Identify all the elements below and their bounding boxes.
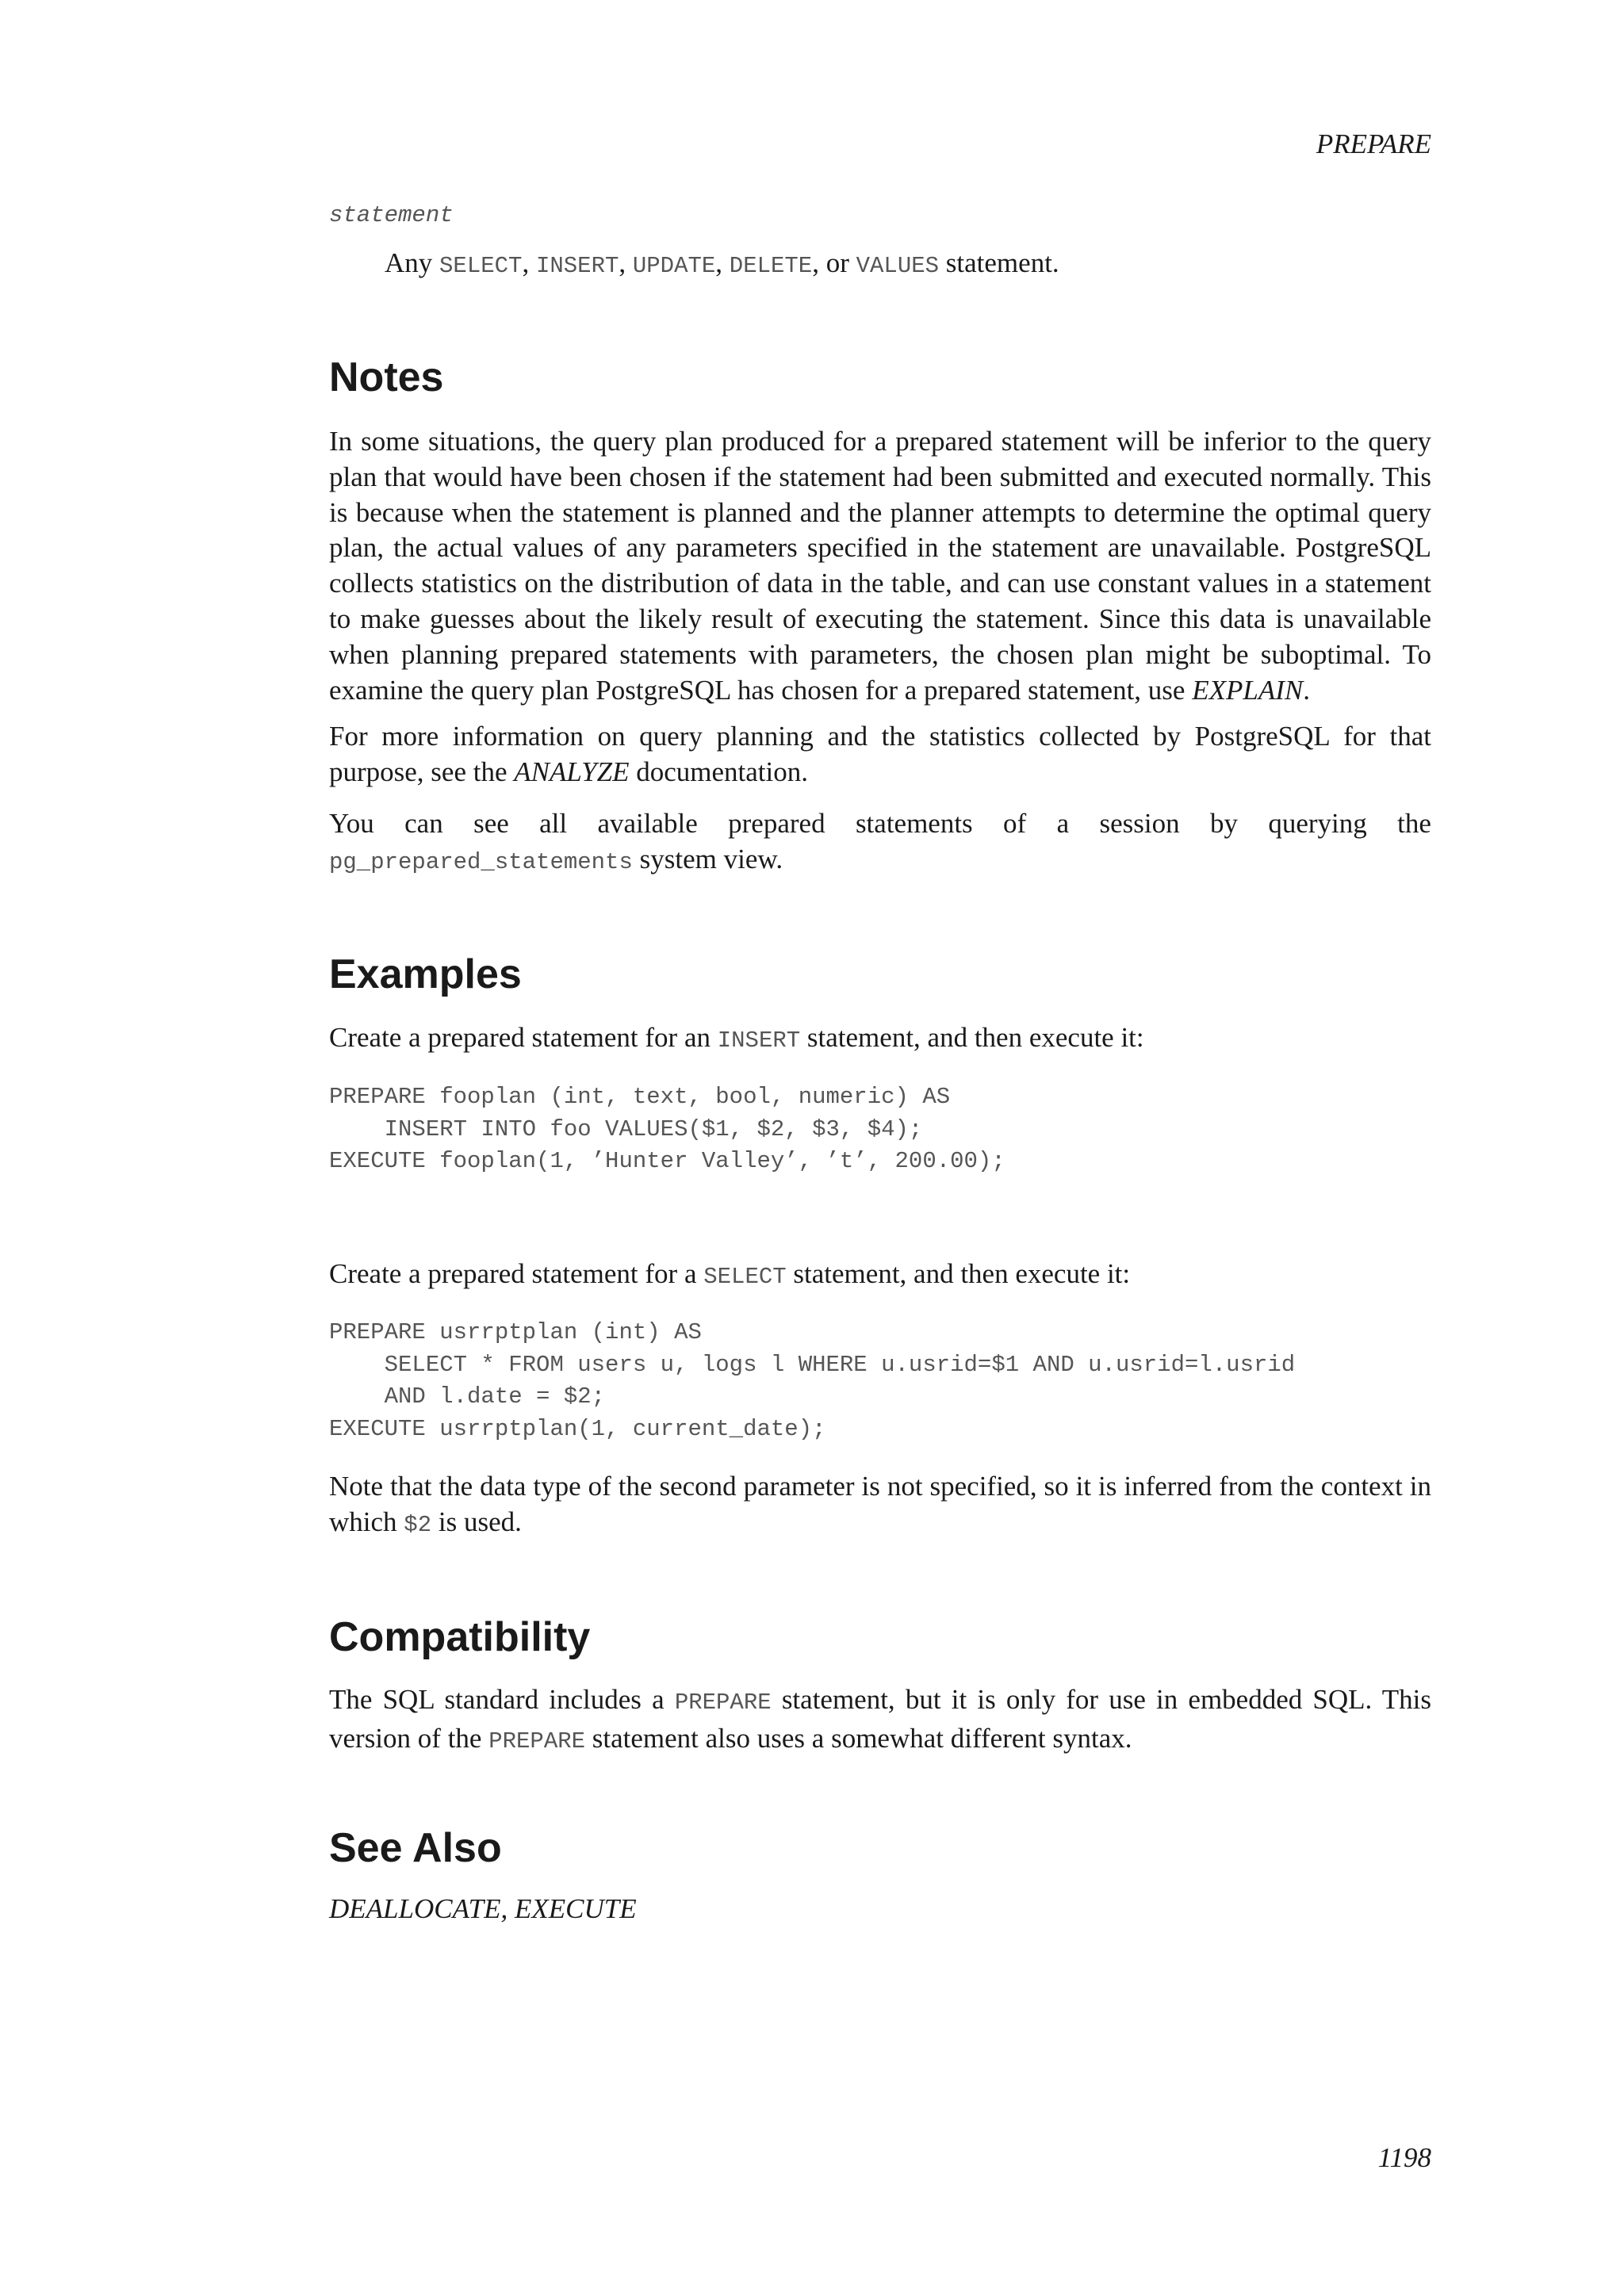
- keyword-prepare: PREPARE: [674, 1689, 772, 1716]
- keyword-select: SELECT: [439, 253, 523, 279]
- document-page: [329, 0, 1431, 2296]
- notes-p2-end: documentation.: [636, 756, 808, 787]
- notes-p1-text: In some situations, the query plan produced for a prepared statement will be inferior to the query plan that would have been chosen if the statement had been submitted and executed normally. This is because when the statement is planned and the planner attempts to determine the optimal query plan, the actual values of any parameters specified in the statement are unavailable. PostgreSQL collects statistics on the distribution of data in the table, and can use constant values in a statement to make guesses about the likely result of executing the statement. Since this data is unavailable when planning prepared statements with parameters, the chosen plan might be suboptimal. To examine the query plan PostgreSQL has chosen for a prepared statement, use: [329, 426, 1431, 706]
- compat-post: statement also uses a somewhat different syntax.: [592, 1722, 1132, 1754]
- keyword-update: UPDATE: [632, 253, 716, 279]
- note-pre: Note that the data type of the second parameter is not specified, so it is inferred from the context in which: [329, 1471, 1431, 1537]
- desc-tail: statement.: [945, 247, 1059, 278]
- code-example-2: PREPARE usrrptplan (int) AS SELECT * FROM users u, logs l WHERE u.usrid=$1 AND u.usrid=l.usrid AND l.date = $2; EXECUTE usrrptplan(1, current_date);: [329, 1319, 1296, 1442]
- note-post: is used.: [438, 1506, 522, 1537]
- notes-p3-word: prepared: [728, 808, 825, 839]
- deallocate-link[interactable]: DEALLOCATE: [329, 1893, 501, 1924]
- separator: ,: [500, 1893, 508, 1924]
- separator: ,: [715, 247, 723, 278]
- intro1-pre: Create a prepared statement for an: [329, 1022, 710, 1053]
- notes-heading: Notes: [329, 354, 444, 400]
- page-number: 1198: [1377, 2142, 1431, 2173]
- notes-p3-word: all: [539, 808, 568, 839]
- examples-intro-2: [329, 1257, 1431, 1295]
- execute-link[interactable]: EXECUTE: [515, 1893, 637, 1924]
- separator: ,: [522, 247, 530, 278]
- parameter-term: statement: [329, 202, 454, 228]
- notes-p3-word: session: [1099, 808, 1180, 839]
- period: .: [1303, 674, 1310, 706]
- keyword-select: SELECT: [703, 1264, 787, 1290]
- notes-p3-word: available: [597, 808, 698, 839]
- notes-p3-line-1: [329, 806, 1431, 842]
- intro1-post: statement, and then execute it:: [806, 1022, 1144, 1053]
- notes-p3-line-2: [329, 842, 1431, 881]
- code-example-1: PREPARE fooplan (int, text, bool, numeric) AS INSERT INTO foo VALUES($1, $2, $3, $4); EXECUTE fooplan(1, ’Hunter Valley’, ’t’, 200.00);: [329, 1084, 1005, 1174]
- compat-pre: The SQL standard includes a: [329, 1684, 665, 1715]
- notes-p3-word: a: [1056, 808, 1070, 839]
- keyword-insert: INSERT: [535, 253, 619, 279]
- param-2-code: $2: [404, 1511, 432, 1538]
- notes-paragraph-2: [329, 719, 1431, 790]
- explain-link[interactable]: EXPLAIN: [1192, 674, 1304, 706]
- notes-p3-word: statements: [855, 808, 973, 839]
- desc-any: Any: [385, 247, 433, 278]
- compatibility-heading: Compatibility: [329, 1614, 591, 1660]
- examples-intro-1: [329, 1020, 1431, 1059]
- compatibility-paragraph: [329, 1682, 1431, 1760]
- notes-p3-word: querying: [1268, 808, 1367, 839]
- intro2-pre: Create a prepared statement for a: [329, 1258, 697, 1289]
- notes-paragraph-1: [329, 424, 1431, 708]
- keyword-values: VALUES: [856, 253, 940, 279]
- keyword-prepare: PREPARE: [488, 1728, 586, 1755]
- intro2-post: statement, and then execute it:: [793, 1258, 1131, 1289]
- see-also-heading: See Also: [329, 1825, 502, 1871]
- separator: ,: [619, 247, 626, 278]
- parameter-description: [385, 246, 1059, 284]
- examples-heading: Examples: [329, 951, 522, 997]
- see-also-links: [329, 1892, 637, 1927]
- keyword-insert: INSERT: [717, 1027, 801, 1054]
- notes-p3-word: by: [1209, 808, 1238, 839]
- examples-note: [329, 1469, 1431, 1544]
- analyze-link[interactable]: ANALYZE: [514, 756, 630, 787]
- notes-p3-word: see: [473, 808, 509, 839]
- separator: , or: [812, 247, 849, 278]
- notes-p2-text: For more information on query planning and the statistics collected by PostgreSQL for that purpose, see the: [329, 721, 1431, 787]
- notes-p3-word: You: [329, 808, 374, 839]
- notes-p3-end: system view.: [639, 843, 783, 874]
- running-header: PREPARE: [1316, 128, 1431, 159]
- notes-p3-word: can: [404, 808, 443, 839]
- notes-p3-word: the: [1397, 808, 1431, 839]
- keyword-delete: DELETE: [729, 253, 813, 279]
- pg-prepared-statements-code: pg_prepared_statements: [329, 848, 633, 875]
- notes-p3-word: of: [1003, 808, 1027, 839]
- compat-mid: statement, but it is only for use in embedded SQL. This version of the: [329, 1684, 1432, 1754]
- notes-paragraph-3: [329, 806, 1431, 881]
